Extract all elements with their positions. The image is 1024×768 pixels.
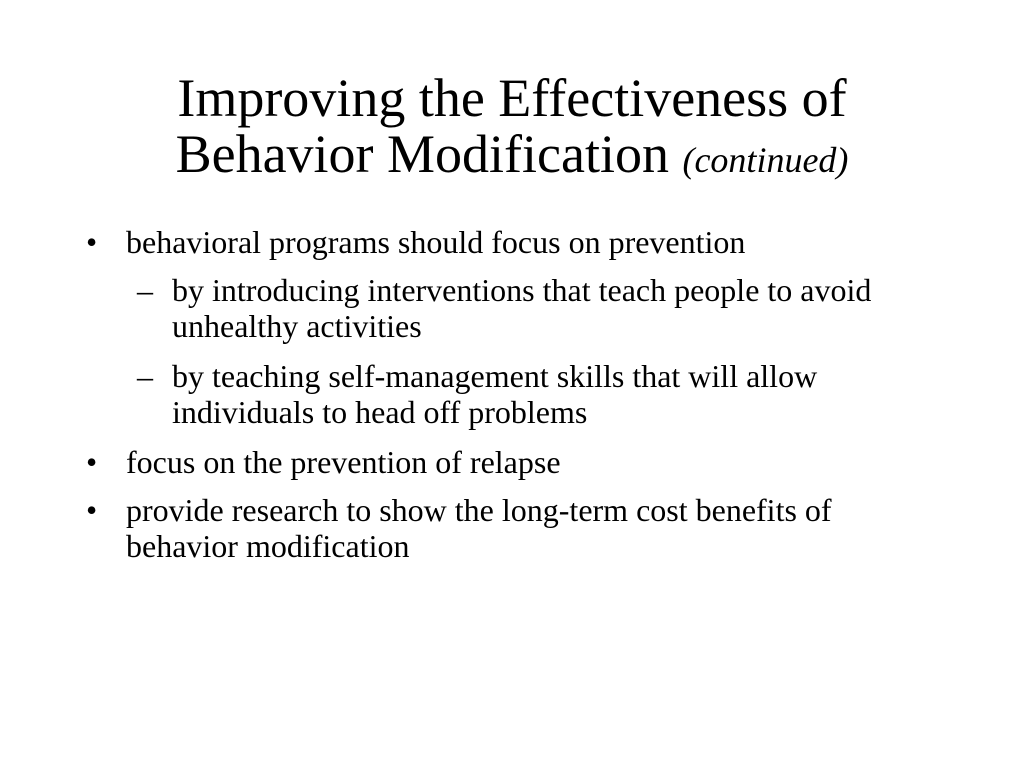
bullet-list xyxy=(84,224,924,576)
subbullet-item-interventions xyxy=(84,272,924,344)
subbullet-marker: – xyxy=(137,272,153,308)
subbullet-text: by introducing interventions that teach people to avoid unhealthy activities xyxy=(172,272,872,344)
subbullet-text: by teaching self-management skills that will allow individuals to head off problems xyxy=(172,358,818,430)
subbullet-item-self-management xyxy=(84,358,924,430)
bullet-item-research xyxy=(84,492,924,564)
title-suffix: (continued) xyxy=(682,140,849,180)
bullet-marker: • xyxy=(86,492,98,528)
bullet-text: behavioral programs should focus on prevention xyxy=(126,224,746,260)
subbullet-marker: – xyxy=(137,358,153,394)
bullet-text: provide research to show the long-term cost benefits of behavior modification xyxy=(126,492,832,564)
bullet-item-relapse xyxy=(84,444,924,480)
title-line-2 xyxy=(0,126,1024,188)
bullet-marker: • xyxy=(86,444,98,480)
bullet-item-prevention xyxy=(84,224,924,260)
title-line-2-text: Behavior Modification xyxy=(175,124,669,184)
bullet-marker: • xyxy=(86,224,98,260)
slide-title xyxy=(0,70,1024,188)
title-line-1: Improving the Effectiveness of xyxy=(177,68,847,128)
bullet-text: focus on the prevention of relapse xyxy=(126,444,561,480)
